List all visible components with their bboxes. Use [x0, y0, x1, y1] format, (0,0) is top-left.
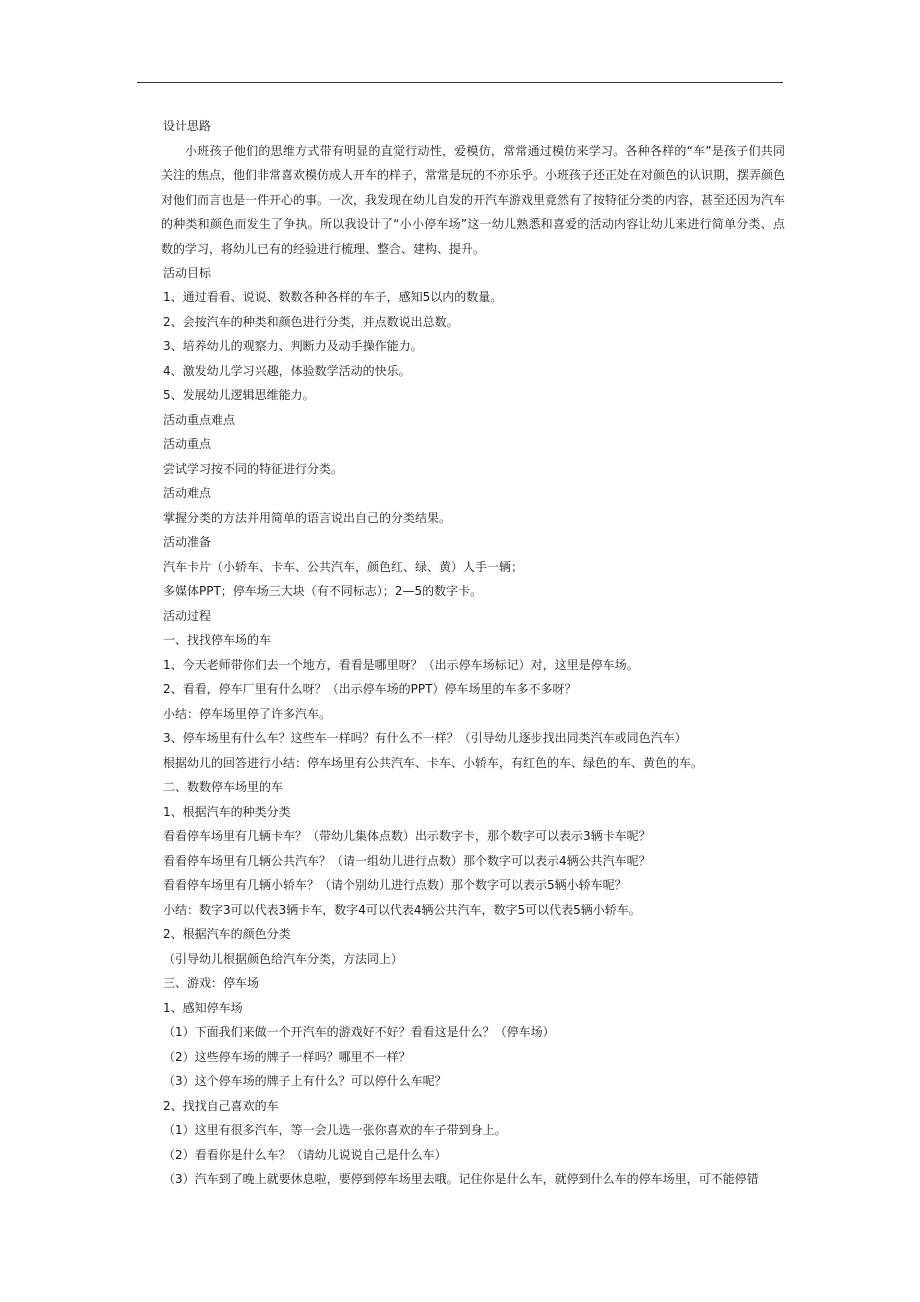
- process-line: 看看停车场里有几辆小轿车？（请个别幼儿进行点数）那个数字可以表示5辆小轿车呢？: [163, 878, 627, 892]
- process-subheading: 1、根据汽车的种类分类: [163, 804, 291, 819]
- process-line: 看看停车场里有几辆公共汽车？（请一组幼儿进行点数）那个数字可以表示4辆公共汽车呢？: [163, 853, 651, 868]
- process-subheading: 1、感知停车场: [163, 1000, 243, 1015]
- process-part-2-heading: 二、数数停车场里的车: [163, 780, 284, 794]
- process-part-1-heading: 一、找找停车场的车: [163, 633, 272, 647]
- section-heading-goals: 活动目标: [163, 265, 212, 280]
- key-point-text: 尝试学习按不同的特征进行分类。: [163, 461, 344, 476]
- process-line: （1）下面我们来做一个开汽车的游戏好不好？看看这是什么？（停车场）: [163, 1025, 555, 1039]
- section-heading-key-points: 活动重点难点: [163, 412, 236, 427]
- section-heading-preparation: 活动准备: [163, 535, 212, 549]
- process-line: （2）看看你是什么车？（请幼儿说说自己是什么车）: [163, 1147, 447, 1162]
- goal-item-1: 1、通过看看、说说、数数各种各样的车子，感知5以内的数量。: [163, 290, 503, 304]
- process-line: （3）汽车到了晚上就要休息啦，要停到停车场里去哦。记住你是什么车，就停到什么车的停车场里，可不能停错: [163, 1172, 759, 1186]
- header-rule: [137, 82, 783, 83]
- process-subheading: 2、找找自己喜欢的车: [163, 1098, 279, 1113]
- process-part-3-heading: 三、游戏：停车场: [163, 976, 260, 990]
- design-paragraph: 小班孩子他们的思维方式带有明显的直觉行动性，爱模仿，常常通过模仿来学习。各种各样的“车”是孩子们共同关注的焦点，他们非常喜欢模仿成人开车的样子，常常是玩的不亦乐乎。小班孩子还正处在对颜色的认识期，摆弄颜色对他们而言也是一件开心的事。一次，我发现在幼儿自发的开汽车游戏里竟然有了按特征分类的内容，甚至还因为汽车的种类和颜色而发生了争执。所以我设计了“小小停车场”这一幼儿熟悉和喜爱的活动内容让幼儿来进行简单分类、点数的学习，将幼儿已有的经验进行梳理、整合、建构、提升。: [161, 143, 785, 256]
- process-line: （1）这里有很多汽车，等一会儿选一张你喜欢的车子带到身上。: [163, 1123, 507, 1137]
- goal-item-4: 4、激发幼儿学习兴趣，体验数学活动的快乐。: [163, 363, 411, 378]
- goal-item-3: 3、培养幼儿的观察力、判断力及动手操作能力。: [163, 339, 423, 353]
- process-line: （引导幼儿根据颜色给汽车分类，方法同上）: [163, 951, 404, 966]
- process-summary: 小结：数字3可以代表3辆卡车，数字4可以代表4辆公共汽车，数字5可以代表5辆小轿车。: [163, 902, 641, 917]
- process-line: 1、今天老师带你们去一个地方，看看是哪里呀？（出示停车场标记）对，这里是停车场。: [163, 657, 639, 672]
- goal-item-2: 2、会按汽车的种类和颜色进行分类，并点数说出总数。: [163, 314, 459, 329]
- process-line: 看看停车场里有几辆卡车？（带幼儿集体点数）出示数字卡，那个数字可以表示3辆卡车呢？: [163, 829, 651, 843]
- process-summary: 根据幼儿的回答进行小结：停车场里有公共汽车、卡车、小轿车，有红色的车、绿色的车、黄色的车。: [163, 755, 704, 770]
- section-heading-process: 活动过程: [163, 608, 212, 623]
- preparation-item-2: 多媒体PPT；停车场三大块（有不同标志）；2—5的数字卡。: [163, 584, 483, 598]
- section-heading-design: 设计思路: [163, 119, 212, 133]
- subheading-key-point: 活动重点: [163, 437, 212, 451]
- process-line: （3）这个停车场的牌子上有什么？可以停什么车呢？: [163, 1074, 447, 1088]
- process-subheading: 2、根据汽车的颜色分类: [163, 927, 291, 941]
- goal-item-5: 5、发展幼儿逻辑思维能力。: [163, 388, 315, 402]
- process-line: 3、停车场里有什么车？这些车一样吗？有什么不一样？（引导幼儿逐步找出同类汽车或同色汽车）: [163, 731, 687, 745]
- preparation-item-1: 汽车卡片（小轿车、卡车、公共汽车，颜色红、绿、黄）人手一辆；: [163, 559, 524, 574]
- process-summary: 小结：停车场里停了许多汽车。: [163, 706, 332, 721]
- difficulty-text: 掌握分类的方法并用简单的语言说出自己的分类结果。: [163, 510, 452, 525]
- process-line: （2）这些停车场的牌子一样吗？哪里不一样？: [163, 1049, 411, 1064]
- document-body: [163, 114, 785, 1192]
- subheading-difficulty: 活动难点: [163, 486, 212, 500]
- process-line: 2、看看，停车厂里有什么呀？（出示停车场的PPT）停车场里的车多不多呀？: [163, 682, 577, 696]
